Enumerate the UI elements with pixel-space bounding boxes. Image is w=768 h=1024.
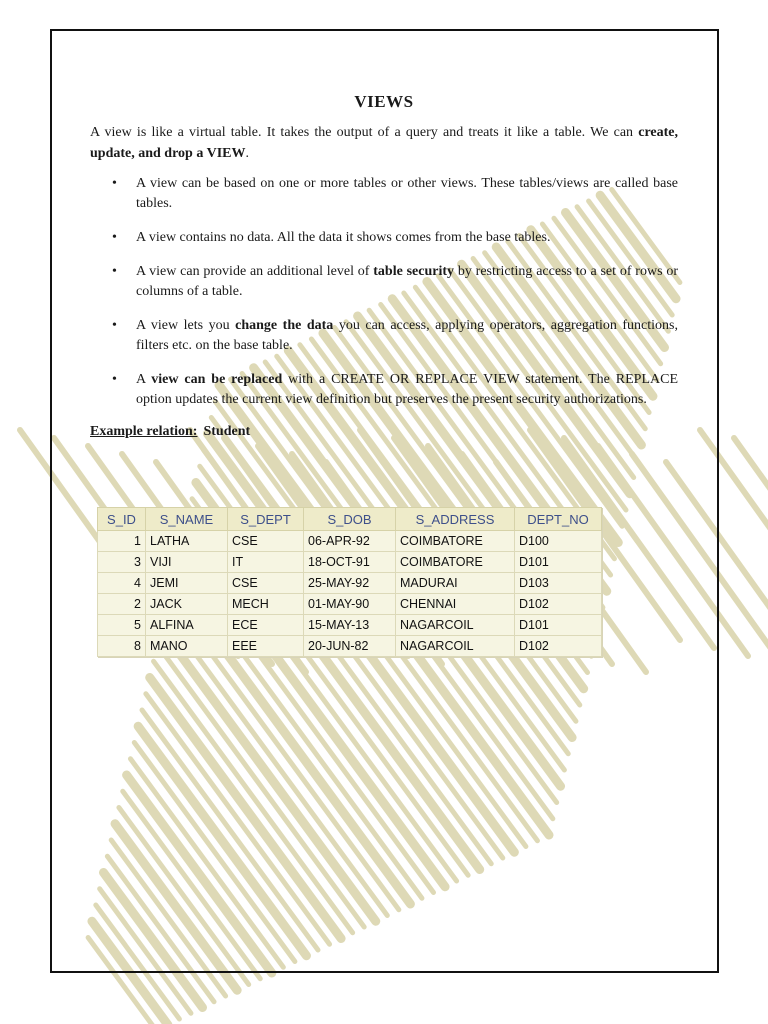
table-cell: 15-MAY-13 (304, 615, 396, 636)
table-cell: 25-MAY-92 (304, 573, 396, 594)
table-header-row (98, 508, 602, 531)
column-header: S_NAME (146, 508, 228, 531)
table-cell: 5 (98, 615, 146, 636)
column-header: S_DEPT (228, 508, 304, 531)
table-cell: 3 (98, 552, 146, 573)
table-cell: NAGARCOIL (396, 636, 515, 657)
table-cell: MECH (228, 594, 304, 615)
bullet-icon: • (112, 264, 117, 279)
intro-bold-text: create, update, and drop a VIEW (90, 125, 678, 161)
document-body (90, 92, 678, 440)
table-row (98, 573, 602, 594)
table-cell: 2 (98, 594, 146, 615)
table-cell: D103 (515, 573, 602, 594)
table-row (98, 636, 602, 657)
table-cell: CHENNAI (396, 594, 515, 615)
bullet-icon: • (112, 318, 117, 333)
table-cell: CSE (228, 531, 304, 552)
table-cell: JEMI (146, 573, 228, 594)
bullet-item: • A view can be based on one or more tables or other views. These tables/views are called base tables. (112, 176, 678, 211)
bullet-item: • A view can be replaced with a CREATE OR REPLACE VIEW statement. The REPLACE option updates the current view definition but preserves the present security authorizations. (112, 372, 678, 407)
watermark-stroke (734, 438, 768, 648)
table-cell: D101 (515, 615, 602, 636)
bullet-list (90, 174, 678, 410)
table-cell: D100 (515, 531, 602, 552)
table-cell: EEE (228, 636, 304, 657)
table-cell: LATHA (146, 531, 228, 552)
example-label: Example relation: (90, 424, 198, 439)
table-row (98, 552, 602, 573)
table-cell: IT (228, 552, 304, 573)
bullet-icon: • (112, 230, 117, 245)
table-cell: NAGARCOIL (396, 615, 515, 636)
intro-text: A view is like a virtual table. It takes the output of a query and treats it like a table. We can (90, 125, 639, 140)
table-cell: JACK (146, 594, 228, 615)
table-row (98, 615, 602, 636)
table-cell: D102 (515, 594, 602, 615)
student-table (97, 507, 602, 657)
table-cell: D102 (515, 636, 602, 657)
table-cell: ALFINA (146, 615, 228, 636)
table-cell: COIMBATORE (396, 552, 515, 573)
table-cell: COIMBATORE (396, 531, 515, 552)
table-cell: ECE (228, 615, 304, 636)
table-cell: 01-MAY-90 (304, 594, 396, 615)
table-row (98, 531, 602, 552)
table-cell: 4 (98, 573, 146, 594)
table-cell: CSE (228, 573, 304, 594)
column-header: DEPT_NO (515, 508, 602, 531)
table-cell: 20-JUN-82 (304, 636, 396, 657)
intro-paragraph (90, 122, 678, 164)
table-cell: D101 (515, 552, 602, 573)
table-cell: 1 (98, 531, 146, 552)
column-header: S_ID (98, 508, 146, 531)
bullet-item: • A view lets you change the data you can access, applying operators, aggregation functions, filters etc. on the base table. (112, 318, 678, 353)
intro-end: . (245, 146, 249, 161)
column-header: S_DOB (304, 508, 396, 531)
table-cell: 8 (98, 636, 146, 657)
table-row (98, 594, 602, 615)
table-cell: 18-OCT-91 (304, 552, 396, 573)
bullet-item: • A view contains no data. All the data it shows comes from the base tables. (90, 228, 678, 248)
table-cell: VIJI (146, 552, 228, 573)
bullet-icon: • (112, 372, 117, 387)
table-cell: 06-APR-92 (304, 531, 396, 552)
table-cell: MANO (146, 636, 228, 657)
bullet-icon: • (112, 176, 117, 191)
column-header: S_ADDRESS (396, 508, 515, 531)
bullet-item: • A view can provide an additional level of table security by restricting access to a set of rows or columns of a table. (112, 264, 678, 299)
example-relation-name: Student (203, 424, 251, 439)
example-heading (90, 424, 678, 440)
table-cell: MADURAI (396, 573, 515, 594)
page-title: VIEWS (354, 92, 414, 111)
